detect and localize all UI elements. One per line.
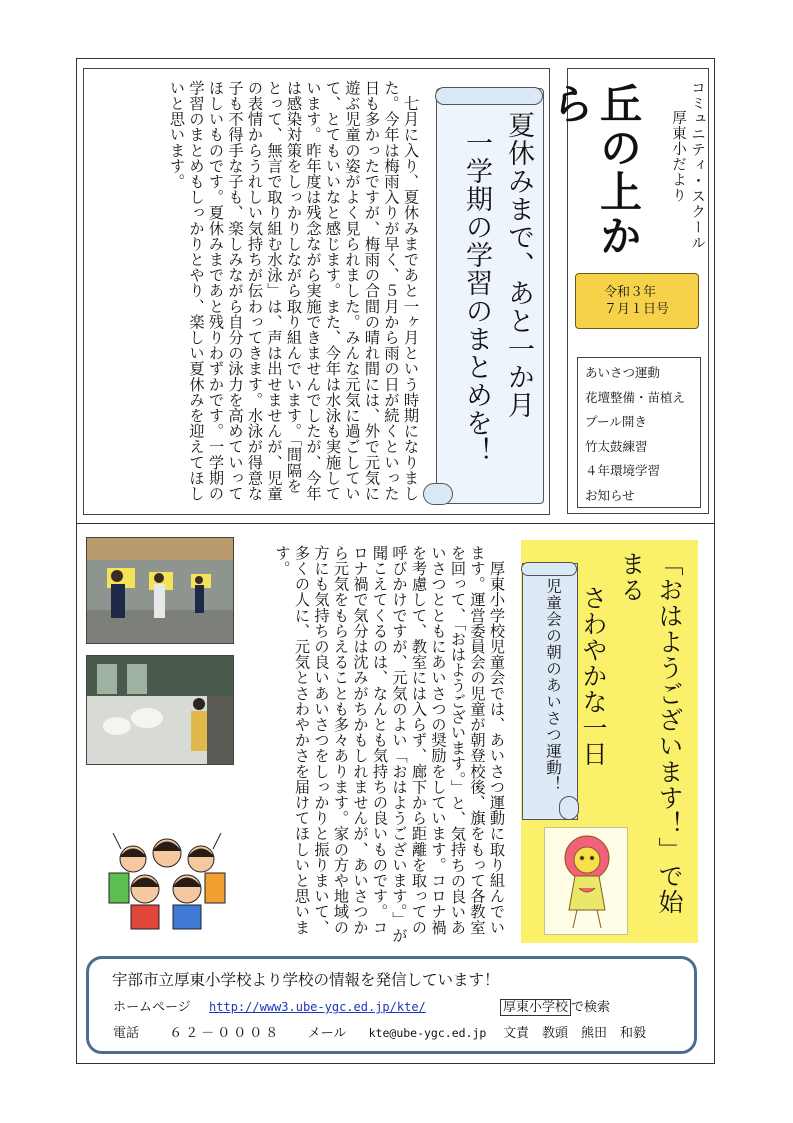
contents-item: お知らせ [585,487,635,503]
side-scroll-top-roll [521,562,577,576]
school-label: 厚東小だより [670,110,686,203]
scroll-top-roll [435,87,543,105]
contents-item: 花壇整備・苗植え [585,389,686,405]
homepage-label: ホームページ [113,1000,191,1015]
search-suffix: で検索 [571,1000,611,1015]
children-cheering-icon [103,823,231,931]
article1-body: 七月に入り、夏休みまであと一ヶ月という時期になりました。今年は梅雨入りが早く、５月から雨の日が続くといった日も多かったですが、梅雨の合間の晴れ間には、外で元気に遊ぶ児童の姿がよく見られました。みんな元気に過ごしていて、とてもいいなと感じます。また、今年は水泳も実施しています。昨年度は残念ながら実施できませんでしたが、今年は感染対策をしっかりしながら取り組んでいます。「間隔をとって、無言で取り組む水泳」は、声は出せませんが、児童の表情からうれしい気持ちが伝わってきます。水泳が得意な子も不得手な子も、楽しみながら自分の泳力を高めていってほしいものです。夏休みまであと残りわずかです。一学期の学習のまとめもしっかりとやり、楽しい夏休みを迎えてほしいと思います。 [168,80,420,502]
contents-list [577,357,701,508]
homepage-link[interactable]: http://www3.ube-ygc.ed.jp/kte/ [209,1000,426,1014]
article2-side-scroll [522,563,578,820]
mail-address[interactable]: kte@ube-ygc.ed.jp [368,1026,487,1040]
hallway-greeting-image [87,656,234,765]
article2-side-title: 児童会の朝のあいさつ運動！ [544,578,562,793]
mail-label: メール [307,1026,347,1041]
issue-date-banner [575,273,699,329]
search-keyword-box[interactable]: 厚東小学校 [500,999,571,1016]
article2-body: 厚東小学校児童会では、あいさつ運動に取り組んでいます。運営委員会の児童が朝登校後、旗をもって各教室を回って、「おはようございます。」と、気持ちの良いあいさつとともにあいさつの奨励をしています。コロナ禍を考慮して、教室には入らず、廊下から距離を取っての呼びかけですが、元気のよい「おはようございます。」が聞こえてくるのは、なんとも気持ちの良いものです。コロナ禍で気分は沈みがちかもしれませんが、あいさつから元気をもらえることも多々あります。家の方や地域の方にも気持ちの良いあいさつをしっかりと振りまいて、多くの人に、元気とさわやかさを届けてほしいと思います。 [273,545,506,943]
issue-date: ７月１日号 [604,302,670,317]
article1-headline-scroll [436,88,544,504]
issue-era: 令和３年 [604,285,657,300]
phone-number: ６２－０００８ [169,1026,282,1041]
article1-headline-1: 夏休みまで、あと一か月 [503,111,534,419]
newsletter-title: 丘の上から [546,82,643,258]
article1-headline-2: 一学期の学習のまとめを！ [461,129,492,465]
editor-credit: 文責 教頭 熊田 和毅 [503,1026,647,1041]
children-with-banners-image [87,538,234,644]
article2-headline-1: 「おはようございます！」で始まる [617,551,684,915]
greeting-photo-1 [86,537,234,644]
footer-heading: 宇部市立厚東小学校より学校の情報を発信しています！ [112,971,500,989]
article2-headline-2: さわやかな一日 [579,585,608,767]
section-divider [76,523,715,524]
contents-item: プール開き [585,414,647,429]
mascot-illustration [544,827,628,935]
phone-label: 電話 [113,1026,140,1041]
greeting-photo-2 [86,655,234,765]
contents-item: あいさつ運動 [585,365,661,380]
series-label: コミュニティ・スクール [689,80,705,251]
contents-item: ４年環境学習 [585,463,661,478]
contents-item: 竹太鼓練習 [585,438,648,454]
